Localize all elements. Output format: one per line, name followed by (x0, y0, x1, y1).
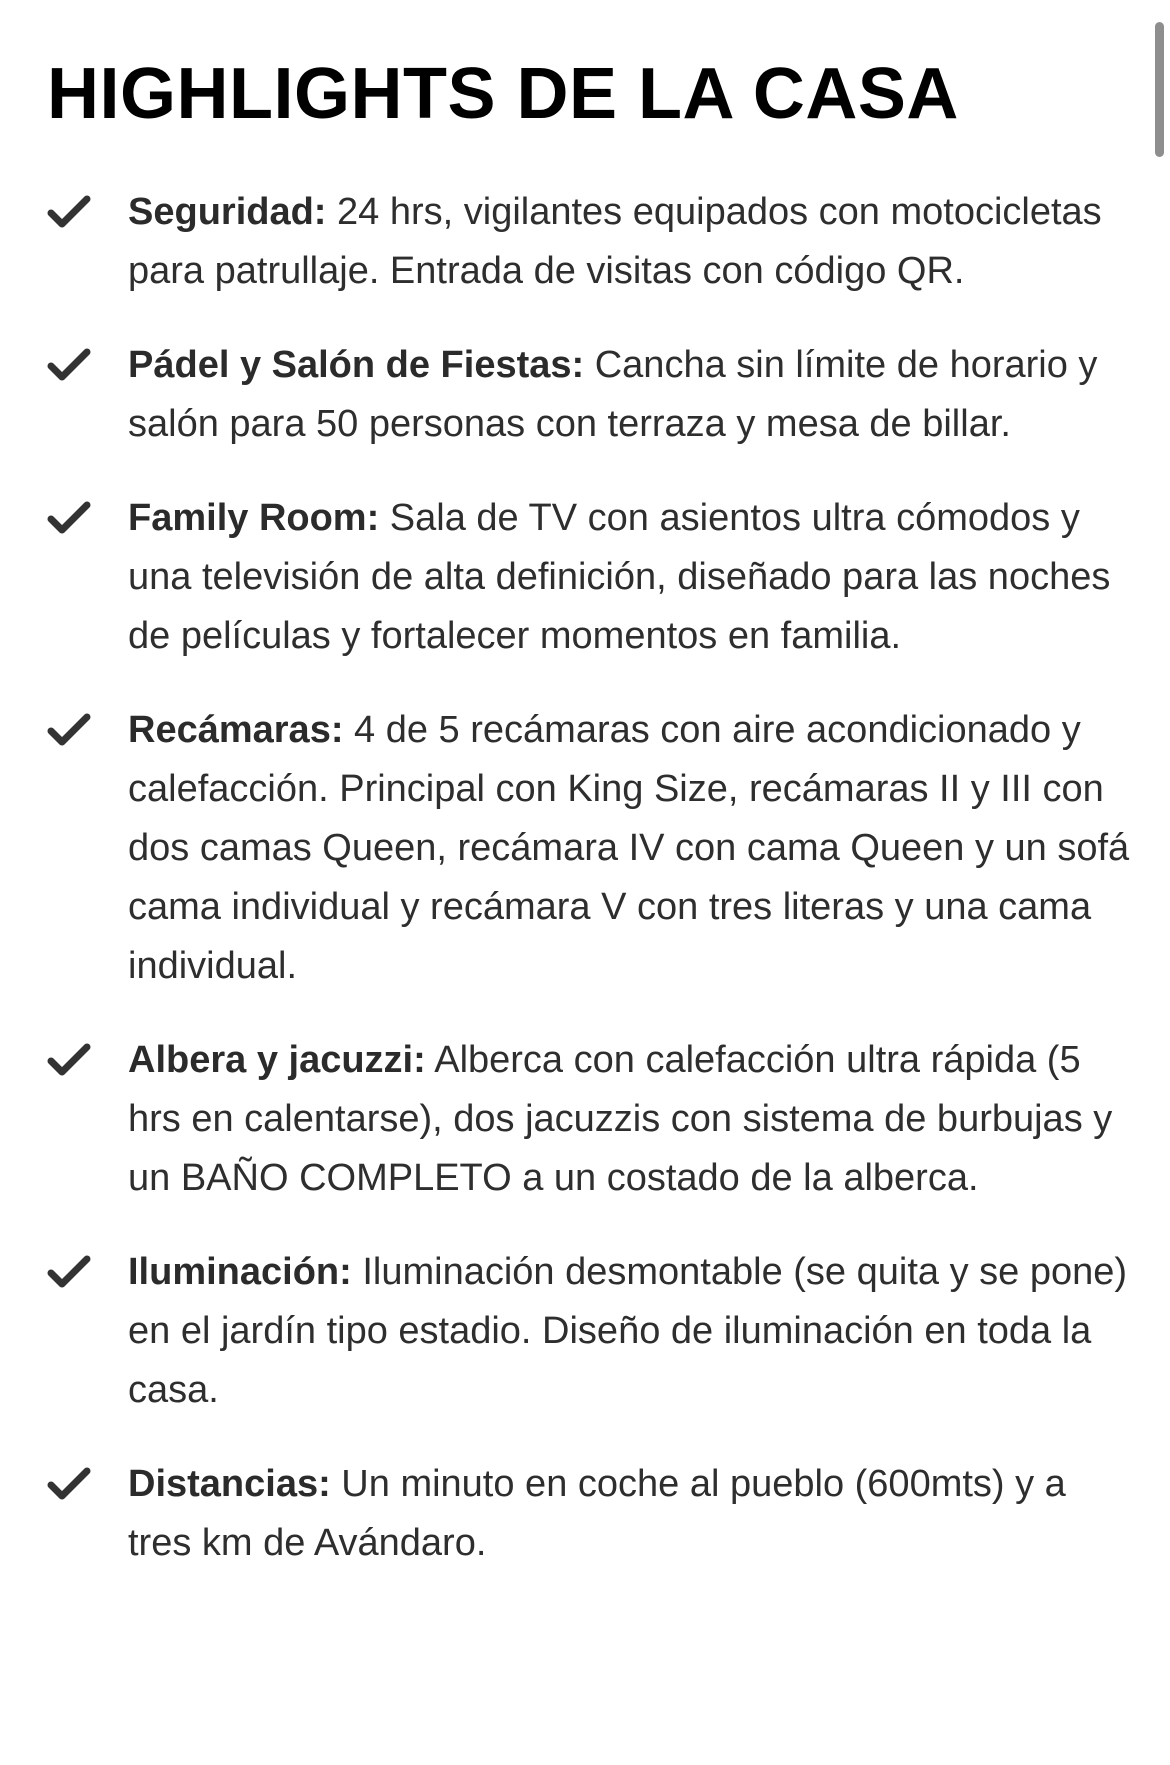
item-title: Pádel y Salón de Fiestas: (128, 344, 585, 386)
check-icon (47, 1254, 91, 1290)
highlights-list (0, 183, 1170, 1608)
check-icon (47, 194, 91, 230)
check-icon (47, 1466, 91, 1502)
page-title: HIGHLIGHTS DE LA CASA (47, 54, 959, 134)
list-item-iluminacion (0, 1243, 1170, 1420)
item-text: 4 de 5 recámaras con aire acondicionado y calefacción. Principal con King Size, recámaras II y III con dos camas Queen, recámara IV con cama Queen y un sofá cama individual y recámara V con tres literas y una cama individual. (128, 709, 1130, 987)
list-item-padel (0, 336, 1170, 454)
scrollbar[interactable] (1155, 22, 1164, 157)
list-item-seguridad (0, 183, 1170, 301)
check-icon (47, 500, 91, 536)
check-icon (47, 712, 91, 748)
item-title: Recámaras: (128, 709, 344, 751)
list-item-distancias (0, 1455, 1170, 1573)
item-text: Alberca con calefacción ultra rápida (5 hrs en calentarse), dos jacuzzis con sistema de burbujas y un BAÑO COMPLETO a un costado de la alberca. (128, 1039, 1113, 1199)
item-text: Cancha sin límite de horario y salón para 50 personas con terraza y mesa de billar. (128, 344, 1098, 445)
check-icon (47, 347, 91, 383)
item-title: Albera y jacuzzi: (128, 1039, 426, 1081)
list-item-family-room (0, 489, 1170, 666)
item-title: Family Room: (128, 497, 380, 539)
item-title: Seguridad: (128, 191, 327, 233)
list-item-alberca (0, 1031, 1170, 1208)
item-title: Iluminación: (128, 1251, 352, 1293)
item-text: Sala de TV con asientos ultra cómodos y una televisión de alta definición, diseñado para las noches de películas y fortalecer momentos en familia. (128, 497, 1111, 657)
item-text: Iluminación desmontable (se quita y se pone) en el jardín tipo estadio. Diseño de iluminación en toda la casa. (128, 1251, 1128, 1411)
item-text: Un minuto en coche al pueblo (600mts) y a tres km de Avándaro. (128, 1463, 1066, 1564)
item-title: Distancias: (128, 1463, 331, 1505)
check-icon (47, 1042, 91, 1078)
list-item-recamaras (0, 701, 1170, 996)
item-text: 24 hrs, vigilantes equipados con motocicletas para patrullaje. Entrada de visitas con código QR. (128, 191, 1102, 292)
